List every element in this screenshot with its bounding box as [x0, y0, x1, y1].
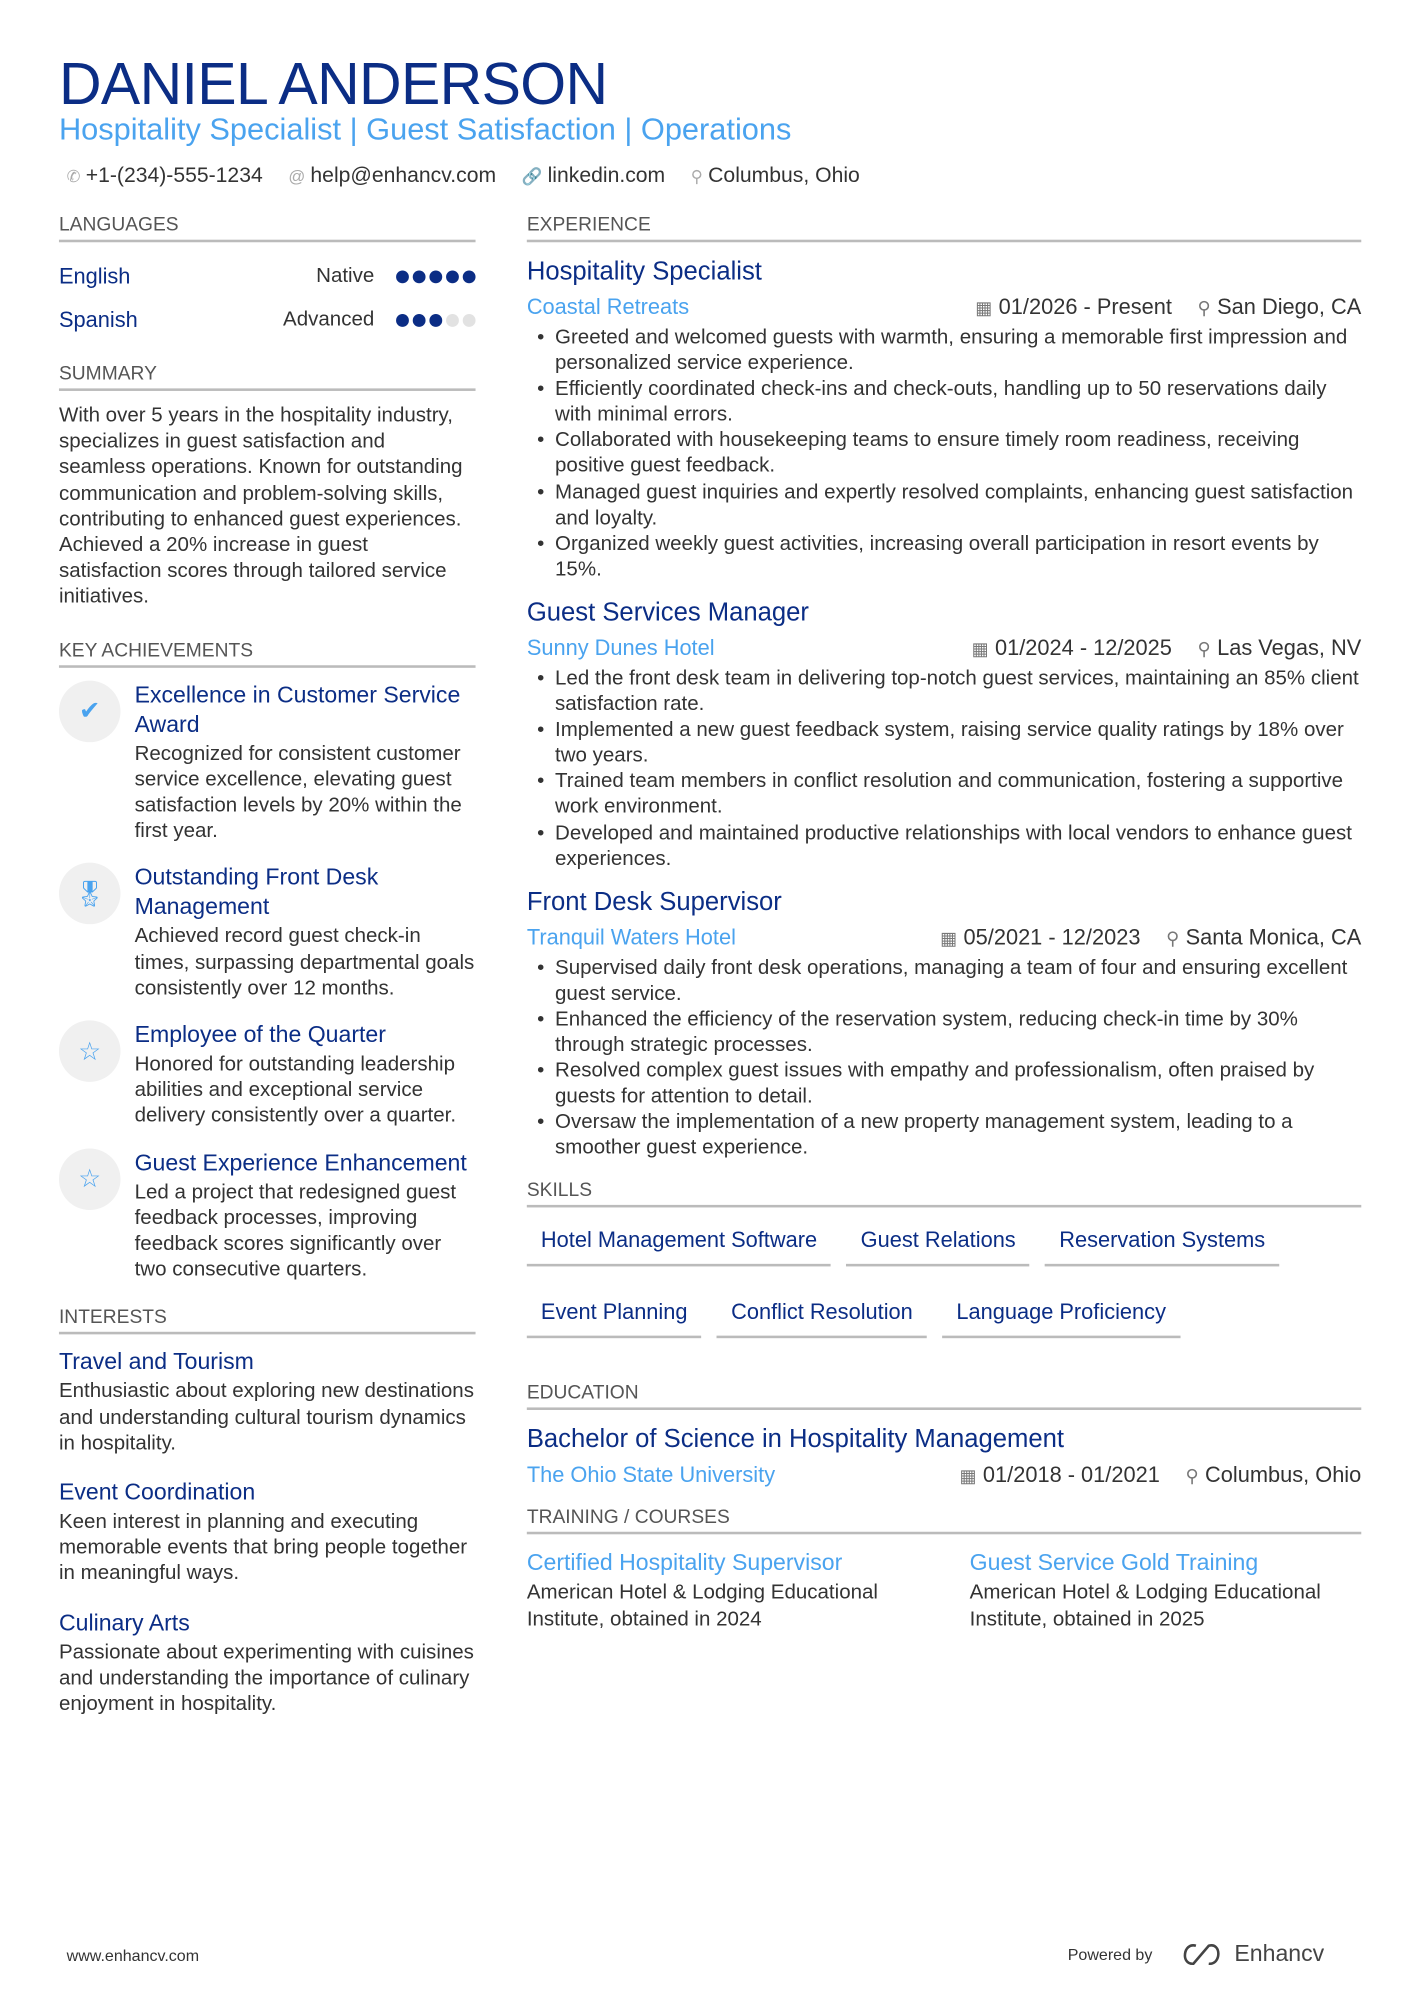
bullet-item: • Efficiently coordinated check-ins and check-outs, handling up to 50 reservations daily with minimal errors. [527, 377, 1361, 429]
skill-tag: Reservation Systems [1045, 1221, 1279, 1267]
skill-tag: Conflict Resolution [717, 1293, 927, 1339]
calendar-icon: ▦ [975, 297, 993, 318]
job-location-wrap [1198, 292, 1362, 323]
language-rating [392, 308, 475, 334]
job-location: Santa Monica, CA [1185, 925, 1362, 950]
candidate-headline: Hospitality Specialist | Guest Satisfaction | Operations [58, 112, 792, 148]
bullet-item: • Greeted and welcomed guests with warmth, ensuring a memorable first impression and personalized service experience. [527, 326, 1361, 378]
summary-text: With over 5 years in the hospitality industry, specializes in guest satisfaction and seamless operations. Known for outstanding communication and problem-solving skills, contributing to enhanced guest experiences. Achieved a 20% increase in guest satisfaction scores through tailored service initiatives. [58, 405, 463, 609]
language-row [59, 255, 476, 299]
star-icon: ☆ [59, 1020, 121, 1082]
interest-item [59, 1608, 476, 1718]
interest-desc: Keen interest in planning and executing memorable events that bring people together in meaningful ways. [58, 1511, 468, 1585]
link-icon: 🔗 [521, 166, 543, 186]
job-dates: 01/2024 - 12/2025 [994, 635, 1172, 661]
education-dates: 01/2018 - 01/2021 [982, 1463, 1160, 1488]
contact-item [67, 164, 263, 188]
language-level: Advanced [283, 308, 375, 331]
section-title: INTERESTS [59, 1307, 476, 1335]
interest-title: Travel and Tourism [58, 1349, 254, 1375]
education-location: Columbus, Ohio [1205, 1463, 1362, 1488]
bullet-item: • Collaborated with housekeeping teams to ensure timely room readiness, receiving positive guest feedback. [527, 429, 1361, 481]
achievement-desc: Honored for outstanding leadership abilities and exceptional service delivery consistently over a quarter. [134, 1053, 457, 1128]
section-title: KEY ACHIEVEMENTS [59, 639, 476, 667]
rating-dot [396, 270, 409, 283]
rating-dot [429, 314, 442, 327]
rating-dot [446, 314, 459, 327]
bullet-item: • Developed and maintained productive relationships with local vendors to enhance guest experiences. [527, 821, 1361, 873]
achievement-title: Outstanding Front Desk Management [134, 864, 379, 920]
bullet-item: • Organized weekly guest activities, increasing overall participation in resort events by 15%. [527, 532, 1361, 584]
phone-icon: ✆ [66, 166, 81, 186]
contact-item [288, 164, 496, 188]
job-dates-wrap [972, 633, 1172, 664]
section-title: EDUCATION [527, 1382, 1361, 1410]
job-meta-row [527, 292, 1361, 323]
calendar-icon: ▦ [959, 1465, 977, 1487]
achievement-item [59, 1020, 476, 1130]
achievement-item [59, 680, 476, 845]
interest-desc: Enthusiastic about exploring new destinations and understanding cultural tourism dynamics in hospitality. [58, 1381, 474, 1455]
job-meta-row [527, 922, 1361, 953]
education-entry [527, 1423, 1361, 1491]
contact-text[interactable]: help@enhancv.com [310, 164, 497, 188]
powered-by-label: Powered by [1067, 1945, 1153, 1964]
bullet-item: • Led the front desk team in delivering top-notch guest services, maintaining an 85% client satisfaction rate. [527, 666, 1361, 718]
achievement-body [135, 1148, 476, 1284]
job-entry [527, 596, 1361, 873]
brand-name: Enhancv [1234, 1940, 1325, 1967]
contact-item [691, 164, 860, 188]
location-pin-icon: ⚲ [1185, 1465, 1199, 1487]
star-icon: ☆ [59, 1148, 121, 1210]
achievements-section [59, 639, 476, 1284]
section-title: TRAINING / COURSES [527, 1507, 1361, 1535]
bullet-item: • Enhanced the efficiency of the reservation system, reducing check-in time by 30% through strategic processes. [527, 1007, 1361, 1059]
contact-text[interactable]: +1-(234)-555-1234 [85, 164, 263, 188]
rating-dot [429, 270, 442, 283]
interest-title: Culinary Arts [58, 1609, 190, 1636]
interest-item [59, 1478, 476, 1588]
education-section [527, 1382, 1361, 1491]
job-bullets [527, 326, 1361, 584]
achievement-desc: Led a project that redesigned guest feedback processes, improving feedback scores significantly over two consecutive quarters. [134, 1181, 457, 1281]
achievement-body [135, 863, 476, 1002]
bullet-item: • Managed guest inquiries and expertly resolved complaints, enhancing guest satisfaction and loyalty. [527, 480, 1361, 532]
achievement-desc: Achieved record guest check-in times, surpassing departmental goals consistently over 12 months. [134, 926, 475, 1000]
contact-text[interactable]: Columbus, Ohio [708, 164, 860, 188]
rating-dot [396, 314, 409, 327]
achievement-item [59, 1148, 476, 1284]
company-name: Tranquil Waters Hotel [526, 925, 736, 950]
contact-row [67, 164, 860, 188]
skills-section [527, 1180, 1361, 1354]
job-bullets [527, 666, 1361, 872]
job-title: Hospitality Specialist [526, 257, 762, 286]
course-title: Certified Hospitality Supervisor [526, 1550, 843, 1576]
interest-item [59, 1348, 476, 1458]
footer-website[interactable]: www.enhancv.com [66, 1947, 200, 1965]
job-title: Guest Services Manager [526, 598, 809, 627]
skill-tag: Guest Relations [847, 1221, 1030, 1267]
job-location-wrap [1198, 633, 1362, 664]
rating-dot [413, 314, 426, 327]
contact-item [522, 164, 665, 188]
skill-tag: Event Planning [527, 1293, 702, 1339]
left-column [59, 214, 476, 1738]
check-icon: ✔ [59, 680, 121, 742]
language-name: Spanish [58, 307, 138, 332]
job-location: San Diego, CA [1217, 294, 1362, 320]
achievement-title: Excellence in Customer Service Award [134, 681, 461, 737]
calendar-icon: ▦ [971, 638, 989, 659]
language-name: English [58, 264, 131, 289]
language-rating [392, 264, 475, 290]
section-title: SUMMARY [59, 363, 476, 391]
location-pin-icon: ⚲ [1197, 297, 1211, 318]
section-title: EXPERIENCE [527, 214, 1361, 242]
course-desc: American Hotel & Lodging Educational Institute, obtained in 2024 [526, 1582, 878, 1630]
course-title: Guest Service Gold Training [969, 1550, 1259, 1576]
language-row [59, 299, 476, 343]
course-desc: American Hotel & Lodging Educational Institute, obtained in 2025 [969, 1582, 1321, 1630]
course-item [970, 1548, 1362, 1633]
skill-tag: Hotel Management Software [527, 1221, 831, 1267]
experience-section [527, 214, 1361, 1162]
job-dates: 05/2021 - 12/2023 [963, 925, 1141, 950]
award-ribbon-icon: 🎖 [59, 863, 121, 925]
degree: Bachelor of Science in Hospitality Management [526, 1425, 1065, 1455]
bullet-item: • Supervised daily front desk operations, managing a team of four and ensuring excellent guest service. [527, 956, 1361, 1008]
enhancv-logo-icon [1178, 1941, 1224, 1967]
skill-tag: Language Proficiency [942, 1293, 1180, 1339]
location-pin-icon: ⚲ [1197, 638, 1211, 659]
section-title: LANGUAGES [59, 214, 476, 242]
job-entry [527, 255, 1361, 583]
job-entry [527, 885, 1361, 1162]
course-item [527, 1548, 919, 1633]
location-pin-icon: ⚲ [690, 166, 704, 186]
at-icon: @ [288, 166, 306, 186]
language-level: Native [316, 265, 375, 288]
right-column [527, 214, 1361, 1633]
contact-text[interactable]: linkedin.com [547, 164, 666, 188]
section-title: SKILLS [527, 1180, 1361, 1208]
training-section [527, 1507, 1361, 1633]
job-location: Las Vegas, NV [1217, 635, 1362, 661]
bullet-item: • Implemented a new guest feedback system, raising service quality ratings by 18% over two years. [527, 718, 1361, 770]
rating-dot [446, 270, 459, 283]
achievement-desc: Recognized for consistent customer service excellence, elevating guest satisfaction levels by 20% within the first year. [134, 742, 462, 843]
job-location-wrap [1166, 922, 1361, 953]
school: The Ohio State University [526, 1463, 776, 1488]
languages-section [59, 214, 476, 342]
achievement-body [135, 1020, 476, 1130]
bullet-item: • Oversaw the implementation of a new property management system, leading to a smoother guest experience. [527, 1110, 1361, 1162]
company-name: Coastal Retreats [526, 294, 690, 320]
calendar-icon: ▦ [940, 927, 958, 949]
bullet-item: • Trained team members in conflict resolution and communication, fostering a supportive work environment. [527, 769, 1361, 821]
job-bullets [527, 956, 1361, 1162]
rating-dot [463, 314, 476, 327]
interest-desc: Passionate about experimenting with cuisines and understanding the importance of culinary enjoyment in hospitality. [58, 1641, 474, 1716]
achievement-body [135, 680, 476, 845]
interest-title: Event Coordination [58, 1479, 256, 1505]
bullet-item: • Resolved complex guest issues with empathy and professionalism, often praised by guests for attention to detail. [527, 1059, 1361, 1111]
job-meta-row [527, 633, 1361, 664]
achievement-title: Employee of the Quarter [134, 1021, 386, 1048]
footer-branding [1068, 1941, 1324, 1968]
rating-dot [463, 270, 476, 283]
job-dates: 01/2026 - Present [998, 294, 1172, 320]
achievement-title: Guest Experience Enhancement [134, 1149, 467, 1175]
summary-section [59, 363, 476, 611]
location-pin-icon: ⚲ [1166, 927, 1180, 949]
candidate-name: DANIEL ANDERSON [58, 49, 608, 117]
job-dates-wrap [940, 922, 1140, 953]
company-name: Sunny Dunes Hotel [526, 635, 715, 661]
interests-section [59, 1307, 476, 1718]
achievement-item [59, 863, 476, 1002]
job-dates-wrap [975, 292, 1172, 323]
rating-dot [413, 270, 426, 283]
job-title: Front Desk Supervisor [526, 887, 782, 917]
